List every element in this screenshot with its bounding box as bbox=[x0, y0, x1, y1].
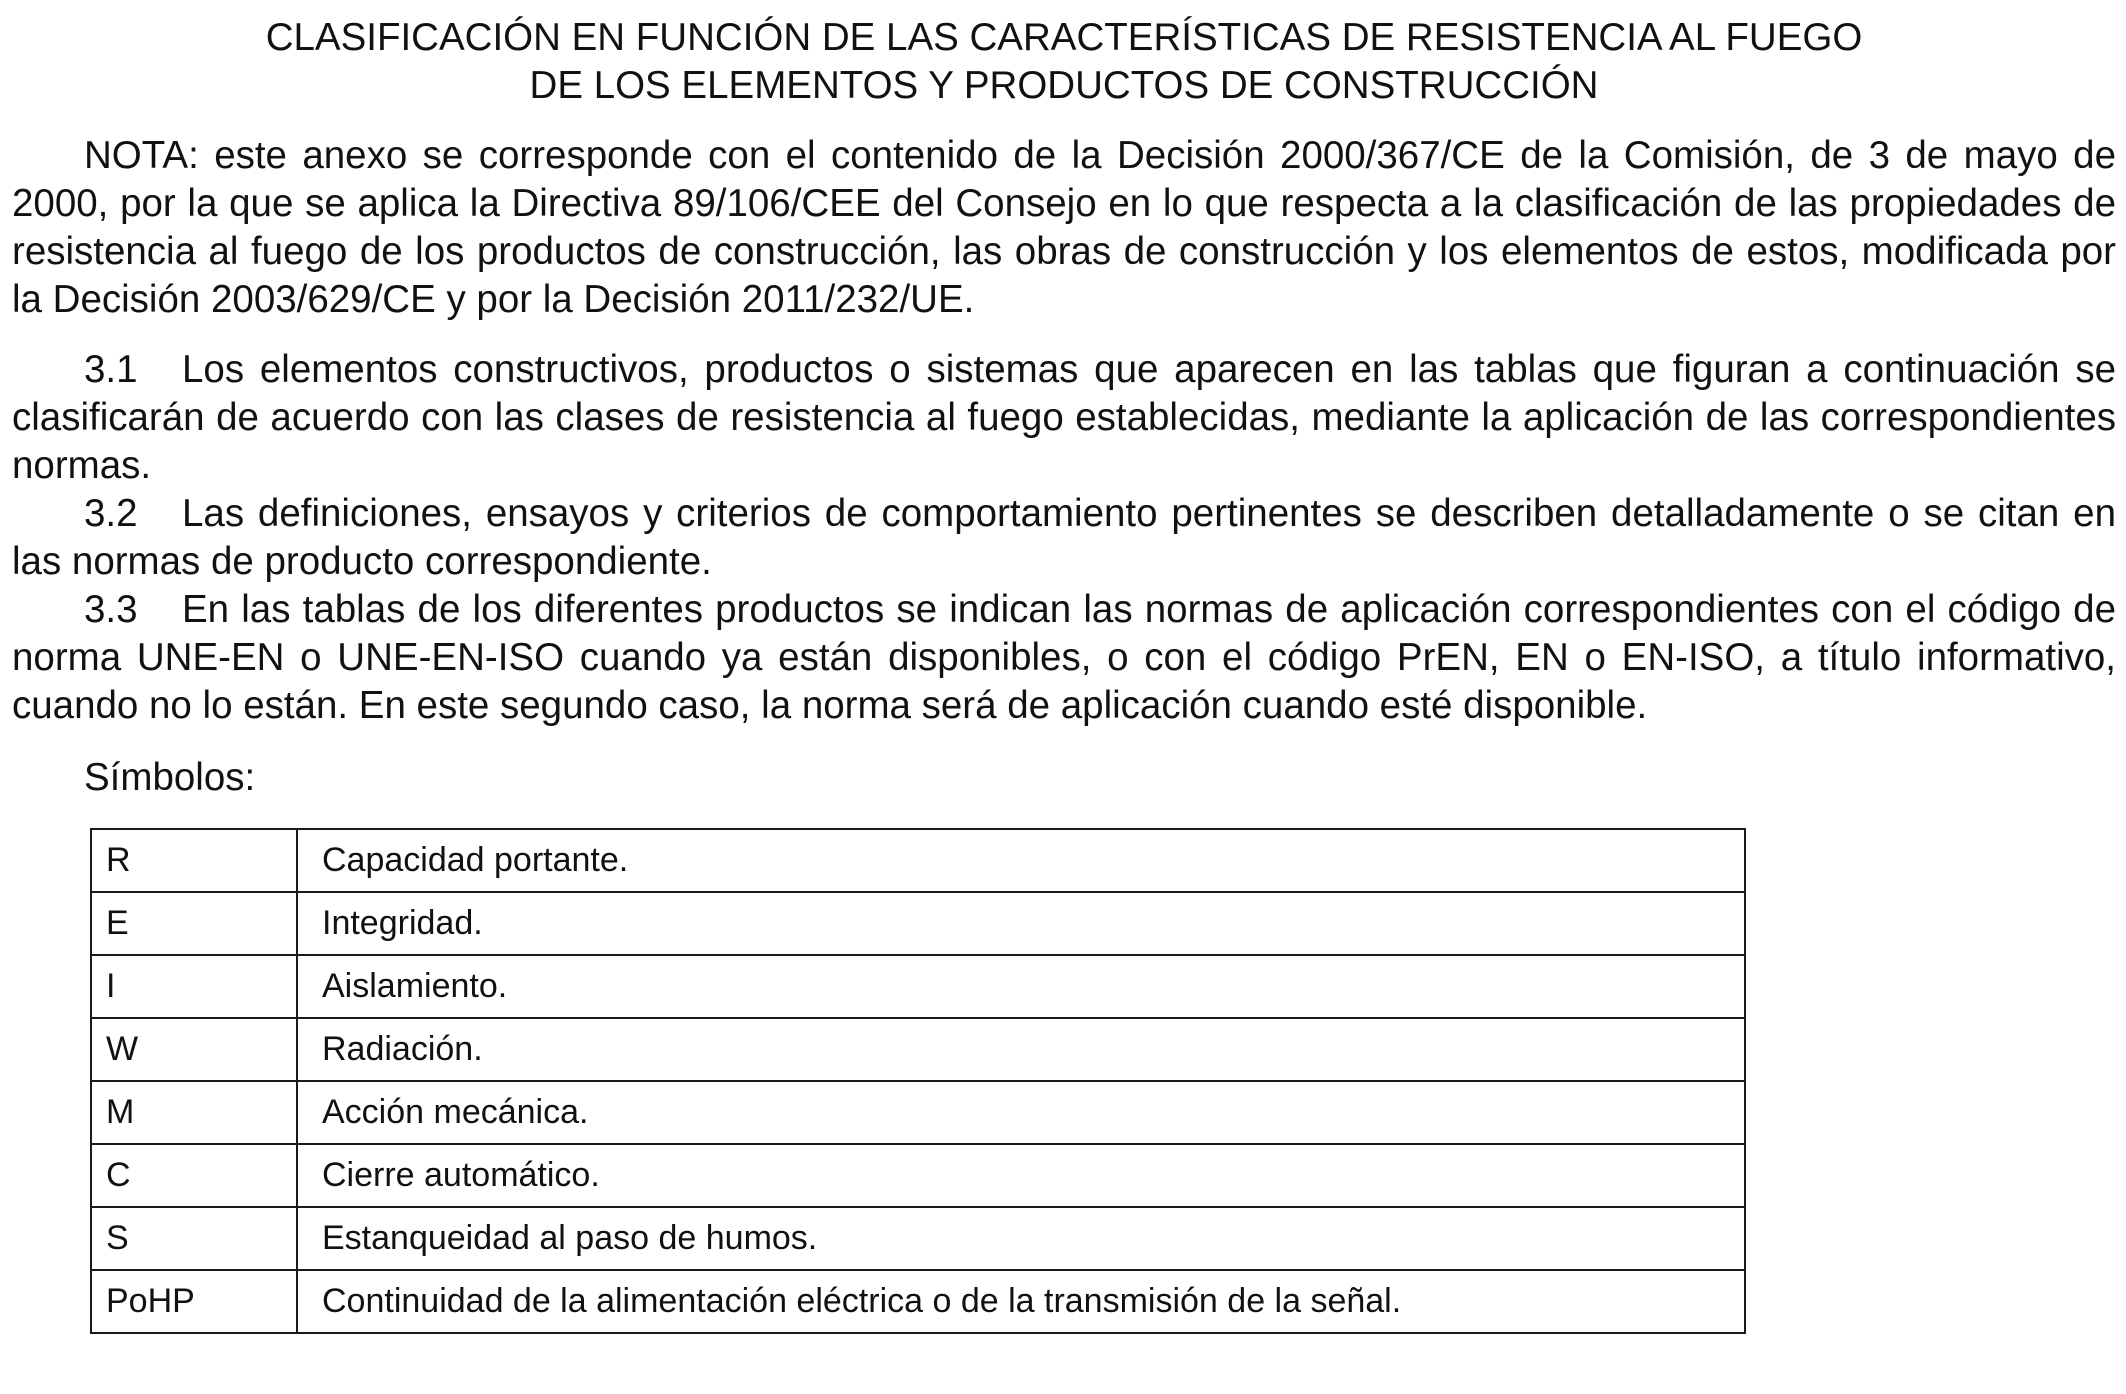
section-3-3 bbox=[12, 586, 2116, 730]
table-row bbox=[91, 1270, 1745, 1333]
symbol-cell: S bbox=[91, 1207, 297, 1270]
table-row bbox=[91, 955, 1745, 1018]
symbol-cell: C bbox=[91, 1144, 297, 1207]
symbol-cell: M bbox=[91, 1081, 297, 1144]
section-number: 3.1 bbox=[84, 348, 138, 391]
table-row bbox=[91, 1144, 1745, 1207]
section-number: 3.2 bbox=[84, 492, 138, 535]
section-number: 3.3 bbox=[84, 588, 138, 631]
title-line-1: CLASIFICACIÓN EN FUNCIÓN DE LAS CARACTERÍSTICAS DE RESISTENCIA AL FUEGO bbox=[265, 16, 1863, 59]
table-row bbox=[91, 1081, 1745, 1144]
nota-paragraph: NOTA: este anexo se corresponde con el contenido de la Decisión 2000/367/CE de la Comisión, de 3 de mayo de 2000, por la que se aplica la Directiva 89/106/CEE del Consejo en lo que respecta a la clasificación de las propiedades de resistencia al fuego de los productos de construcción, las obras de construcción y los elementos de estos, modificada por la Decisión 2003/629/CE y por la Decisión 2011/232/UE. bbox=[12, 134, 2116, 321]
symbol-cell: E bbox=[91, 892, 297, 955]
symbol-cell: R bbox=[91, 829, 297, 892]
title-line-2: DE LOS ELEMENTOS Y PRODUCTOS DE CONSTRUCCIÓN bbox=[529, 64, 1599, 107]
section-3-1 bbox=[12, 346, 2116, 490]
symbols-label: Símbolos: bbox=[84, 756, 256, 799]
symbol-cell: W bbox=[91, 1018, 297, 1081]
description-cell: Continuidad de la alimentación eléctrica o de la transmisión de la señal. bbox=[297, 1270, 1745, 1333]
document-page bbox=[12, 14, 2116, 1334]
document-title bbox=[12, 14, 2116, 110]
section-3-2 bbox=[12, 490, 2116, 586]
section-text: En las tablas de los diferentes productos se indican las normas de aplicación correspondientes con el código de norma UNE-EN o UNE-EN-ISO cuando ya están disponibles, o con el código PrEN, EN o EN-ISO, a título informativo, cuando no lo están. En este segundo caso, la norma será de aplicación cuando esté disponible. bbox=[12, 588, 2116, 727]
section-text: Las definiciones, ensayos y criterios de comportamiento pertinentes se describen detalladamente o se citan en las normas de producto correspondiente. bbox=[12, 492, 2116, 583]
symbol-cell: I bbox=[91, 955, 297, 1018]
description-cell: Cierre automático. bbox=[297, 1144, 1745, 1207]
description-cell: Capacidad portante. bbox=[297, 829, 1745, 892]
section-text: Los elementos constructivos, productos o sistemas que aparecen en las tablas que figuran a continuación se clasificarán de acuerdo con las clases de resistencia al fuego establecidas, mediante la aplicación de las correspondientes normas. bbox=[12, 348, 2116, 487]
symbol-cell: PoHP bbox=[91, 1270, 297, 1333]
description-cell: Radiación. bbox=[297, 1018, 1745, 1081]
description-cell: Estanqueidad al paso de humos. bbox=[297, 1207, 1745, 1270]
table-row bbox=[91, 892, 1745, 955]
description-cell: Aislamiento. bbox=[297, 955, 1745, 1018]
symbols-table bbox=[90, 828, 1746, 1334]
table-row bbox=[91, 1018, 1745, 1081]
table-row bbox=[91, 829, 1745, 892]
description-cell: Integridad. bbox=[297, 892, 1745, 955]
table-row bbox=[91, 1207, 1745, 1270]
description-cell: Acción mecánica. bbox=[297, 1081, 1745, 1144]
